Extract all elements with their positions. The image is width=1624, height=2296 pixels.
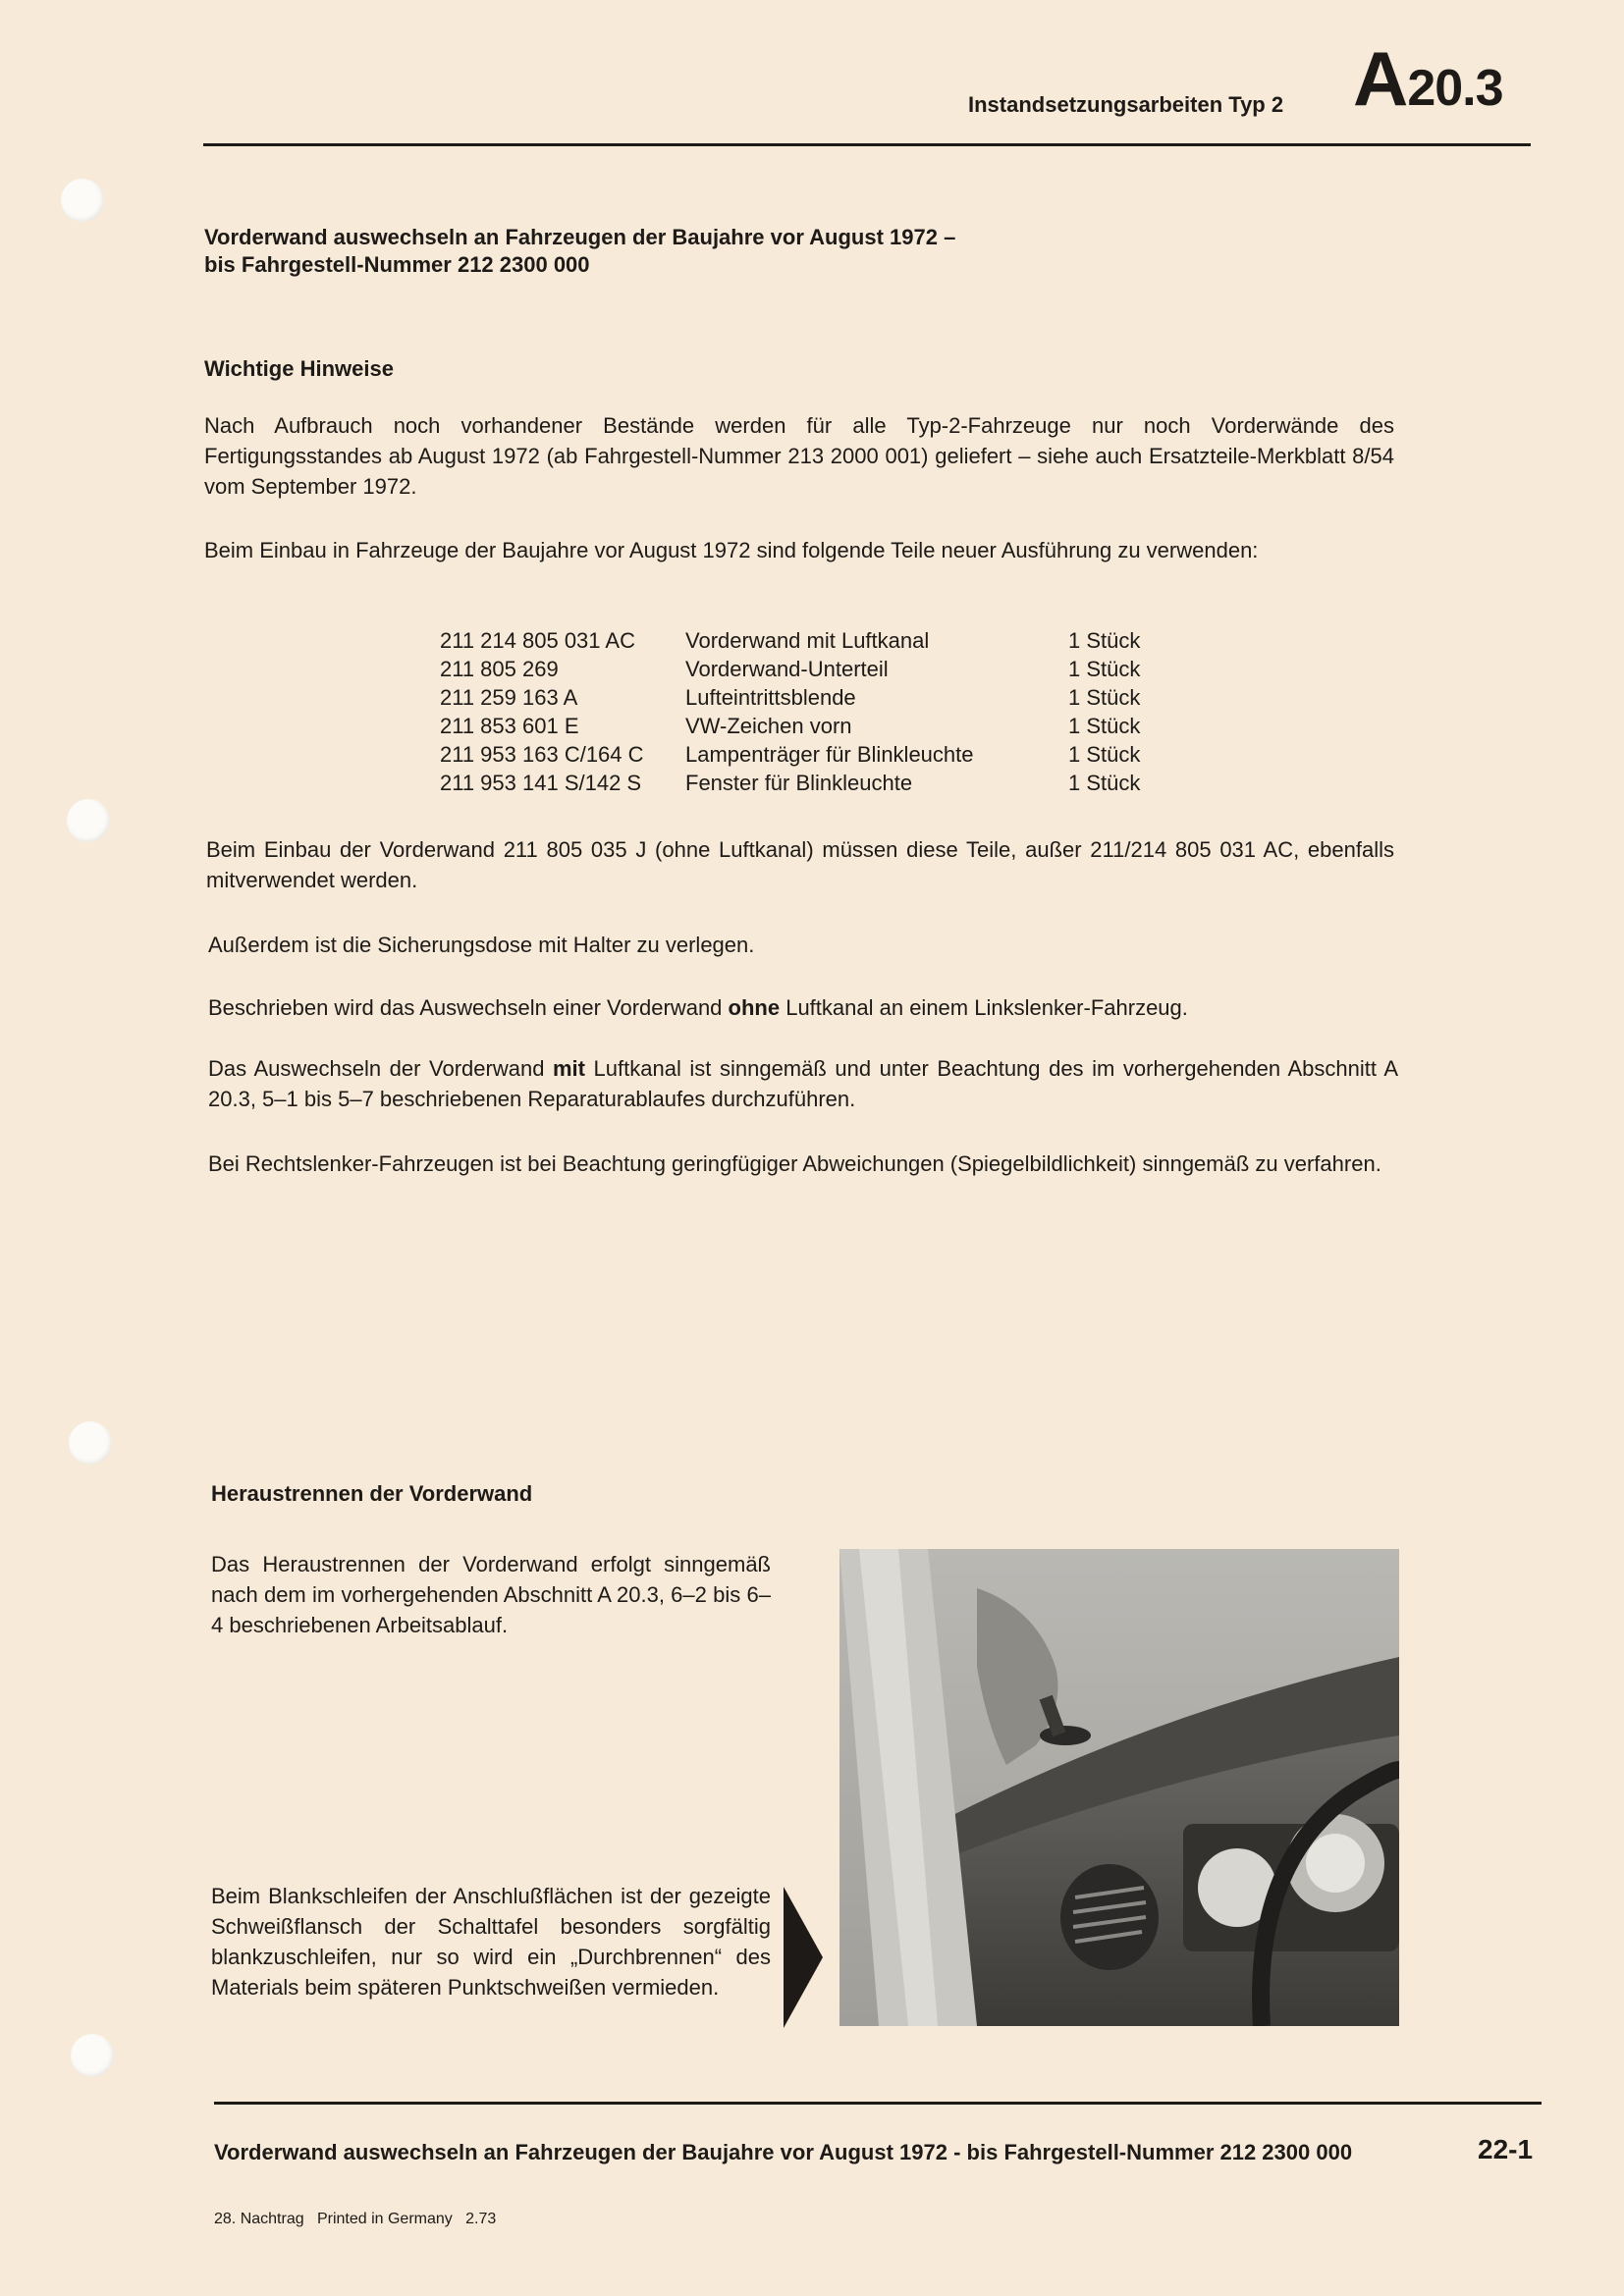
part-number: 211 805 269 bbox=[440, 657, 559, 681]
part-number: 211 214 805 031 AC bbox=[440, 628, 635, 653]
emphasis-mit: mit bbox=[553, 1056, 585, 1081]
part-quantity: 1 Stück bbox=[1068, 742, 1141, 767]
part-number: 211 953 163 C/164 C bbox=[440, 742, 644, 767]
paragraph-text: Beschrieben wird das Auswechseln einer Vorderwand bbox=[208, 995, 729, 1020]
removal-text: Das Heraustrennen der Vorderwand erfolgt sinngemäß nach dem im vorhergehenden Abschnitt A 20.3, 6–2 bis 6–4 beschriebenen Arbeitsablauf. bbox=[211, 1552, 771, 1637]
punch-hole bbox=[69, 1421, 112, 1465]
removal-heading: Heraustrennen der Vorderwand bbox=[211, 1481, 533, 1506]
photo-caption: Beim Blankschleifen der Anschlußflächen ist der gezeigte Schweißflansch der Schalttafel besonders sorgfältig blankzuschleifen, nur so wird ein „Durchbrennen“ des Materials beim späteren Punktschweißen vermieden. bbox=[211, 1884, 771, 2000]
page-title-line1: Vorderwand auswechseln an Fahrzeugen der Baujahre vor August 1972 – bbox=[204, 225, 956, 249]
page-title bbox=[204, 224, 1088, 279]
part-description: Fenster für Blinkleuchte bbox=[685, 771, 913, 795]
parts-table bbox=[440, 628, 1140, 799]
section-code-number: 20.3 bbox=[1407, 60, 1503, 117]
paragraph-right-hand-drive: Bei Rechtslenker-Fahrzeugen ist bei Beachtung geringfügiger Abweichungen (Spiegelbildlichkeit) sinngemäß zu verfahren. bbox=[208, 1151, 1381, 1176]
paragraph-with-air-duct bbox=[208, 1053, 1398, 1114]
footer-rule bbox=[214, 2102, 1542, 2105]
part-description: Vorderwand mit Luftkanal bbox=[685, 628, 930, 653]
part-description: Vorderwand-Unterteil bbox=[685, 657, 889, 681]
page-number: 22-1 bbox=[1478, 2134, 1534, 2164]
notes-heading: Wichtige Hinweise bbox=[204, 356, 394, 381]
table-row bbox=[440, 742, 1140, 771]
part-description: Lufteintrittsblende bbox=[685, 685, 856, 710]
part-quantity: 1 Stück bbox=[1068, 657, 1141, 681]
part-quantity: 1 Stück bbox=[1068, 685, 1141, 710]
footer-title: Vorderwand auswechseln an Fahrzeugen der Baujahre vor August 1972 - bis Fahrgestell-Nummer 212 2300 000 bbox=[214, 2140, 1353, 2164]
paragraph-left-hand-drive bbox=[208, 992, 1398, 1023]
paragraph-fitting-note: Beim Einbau der Vorderwand 211 805 035 J (ohne Luftkanal) müssen diese Teile, außer 211/214 805 031 AC, ebenfalls mitverwendet werden. bbox=[206, 837, 1394, 892]
header-rule bbox=[203, 143, 1531, 146]
notes-paragraph-1: Nach Aufbrauch noch vorhandener Bestände werden für alle Typ-2-Fahrzeuge nur noch Vorderwände des Fertigungsstandes ab August 1972 (ab Fahrgestell-Nummer 213 2000 001) geliefert – siehe auch Ersatzteile-Merkblatt 8/54 vom September 1972. bbox=[204, 413, 1394, 499]
paragraph-text: Luftkanal an einem Linkslenker-Fahrzeug. bbox=[780, 995, 1188, 1020]
part-number: 211 853 601 E bbox=[440, 714, 579, 738]
dashboard-photo bbox=[839, 1549, 1399, 2026]
table-row bbox=[440, 628, 1140, 657]
table-row bbox=[440, 771, 1140, 799]
part-number: 211 953 141 S/142 S bbox=[440, 771, 642, 795]
table-row bbox=[440, 714, 1140, 742]
table-row bbox=[440, 685, 1140, 714]
emphasis-ohne: ohne bbox=[728, 995, 781, 1020]
part-quantity: 1 Stück bbox=[1068, 714, 1141, 738]
dashboard-photo-illustration bbox=[839, 1549, 1399, 2026]
section-code-letter: A bbox=[1353, 35, 1408, 122]
part-description: Lampenträger für Blinkleuchte bbox=[685, 742, 974, 767]
punch-hole bbox=[61, 179, 104, 222]
part-quantity: 1 Stück bbox=[1068, 628, 1141, 653]
part-description: VW-Zeichen vorn bbox=[685, 714, 852, 738]
table-row bbox=[440, 657, 1140, 685]
punch-hole bbox=[67, 799, 110, 842]
header-title: Instandsetzungsarbeiten Typ 2 bbox=[968, 92, 1284, 117]
paragraph-text: Luftkanal ist sinngemäß und unter Beachtung des im vorhergehenden Abschnitt A 20.3, 5–1 bis 5–7 beschriebenen Reparaturablaufes durchzuführen. bbox=[208, 1056, 1398, 1111]
paragraph-text: Das Auswechseln der Vorderwand bbox=[208, 1056, 553, 1081]
part-quantity: 1 Stück bbox=[1068, 771, 1141, 795]
punch-hole bbox=[71, 2034, 114, 2077]
page-title-line2: bis Fahrgestell-Nummer 212 2300 000 bbox=[204, 252, 590, 277]
section-code bbox=[1353, 35, 1503, 128]
pointer-arrow-icon bbox=[780, 1883, 829, 2032]
print-info: 28. Nachtrag Printed in Germany 2.73 bbox=[214, 2211, 497, 2227]
notes-paragraph-2: Beim Einbau in Fahrzeuge der Baujahre vor August 1972 sind folgende Teile neuer Ausführung zu verwenden: bbox=[204, 538, 1259, 562]
part-number: 211 259 163 A bbox=[440, 685, 578, 710]
paragraph-fuse-box: Außerdem ist die Sicherungsdose mit Halter zu verlegen. bbox=[208, 933, 755, 957]
